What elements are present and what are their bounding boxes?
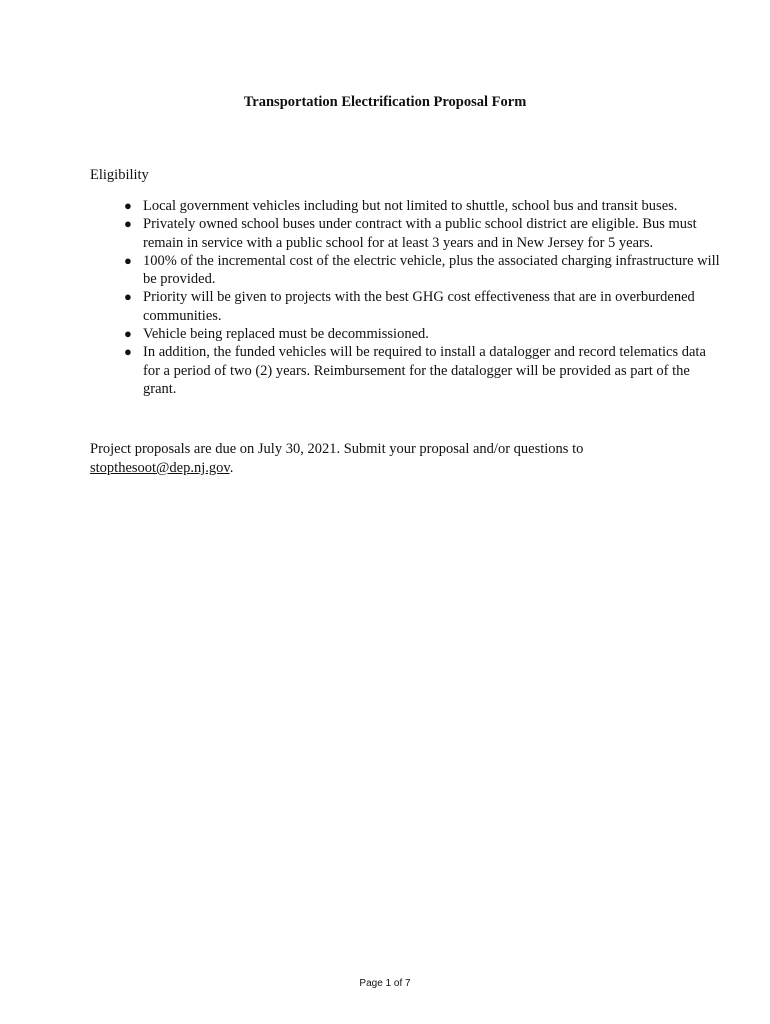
eligibility-item-text: Local government vehicles including but not limited to shuttle, school bus and transit buses. bbox=[143, 198, 678, 214]
eligibility-item bbox=[124, 325, 723, 343]
eligibility-item-text: 100% of the incremental cost of the electric vehicle, plus the associated charging infrastructure will be provided. bbox=[143, 252, 720, 288]
eligibility-item-text: Priority will be given to projects with the best GHG cost effectiveness that are in overburdened communities. bbox=[143, 289, 695, 324]
bullet-icon: ● bbox=[124, 344, 132, 360]
bullet-icon: ● bbox=[124, 252, 132, 268]
bullet-icon: ● bbox=[124, 216, 132, 232]
eligibility-item-text: Privately owned school buses under contract with a public school district are eligible. Bus must remain in service with a public school for at least 3 years and in New Jersey for 5 years. bbox=[143, 216, 697, 251]
eligibility-item bbox=[124, 215, 723, 252]
eligibility-item-text: Vehicle being replaced must be decommissioned. bbox=[143, 326, 429, 343]
submission-text: Project proposals are due on July 30, 2021. Submit your proposal and/or questions to bbox=[90, 441, 584, 457]
eligibility-item bbox=[124, 343, 723, 398]
bullet-icon: ● bbox=[124, 326, 132, 342]
document-title: Transportation Electrification Proposal Form bbox=[243, 94, 527, 110]
submission-text-end: . bbox=[229, 460, 234, 476]
bullet-icon: ● bbox=[124, 289, 132, 305]
eligibility-item bbox=[124, 197, 723, 215]
eligibility-item-text: In addition, the funded vehicles will be required to install a datalogger and record telematics data for a period of two (2) years. Reimbursement for the datalogger will be provided as part of the grant. bbox=[143, 344, 706, 397]
submission-paragraph bbox=[90, 440, 610, 478]
eligibility-item bbox=[124, 288, 723, 325]
eligibility-item bbox=[124, 252, 723, 289]
page-number: Page 1 of 7 bbox=[359, 978, 411, 989]
bullet-icon: ● bbox=[124, 198, 132, 213]
eligibility-heading: Eligibility bbox=[90, 167, 149, 183]
email-link[interactable]: stopthesoot@dep.nj.gov bbox=[90, 460, 230, 476]
eligibility-list bbox=[124, 197, 723, 398]
